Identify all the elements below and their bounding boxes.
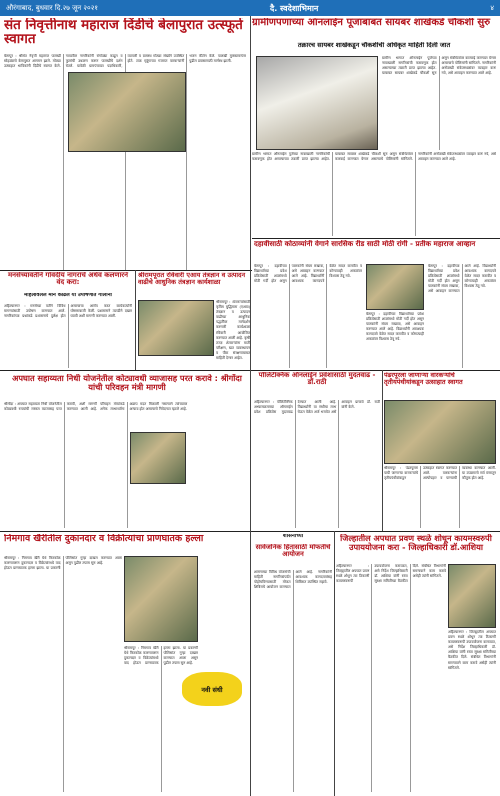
article-8-headline: पंढरपूरला जाणाऱ्या वारकऱ्यांचे तृतीयपंथीयांकडून उत्साहात स्वागत [384,372,463,386]
article-9-body-continued: श्रीरामपूर : निमगाव खैरी येथे किरकोळ कारणावरून दुकानदार व विक्रेत्यांमध्ये वाद होऊन प्राणघातक हल्ला झाला. या प्रकरणी पोलिसांत गुन्हा दाखल करण्यात आला असून पुढील तपास सुरु आहे. [124,646,198,666]
article-5-body-continued: बेलापुर : दहावीच्या विद्यार्थ्यांच्या प्रवेश प्रक्रियेसाठी शाळांमध्ये मोठी गर्दी होत असून पालकांनी संयम राखावा, असे आवाहन करण्यात आले आहे. विद्यार्थ्यांनी आवश्यक कागदपत्रे वेळेत सादर करावीत व कोणत्याही अफवांवर विश्वास ठेवू नये. [428,264,496,294]
article-10-body: शासनाच्या विविध योजनांची माहिती नागरिकांपर्यंत पोहोचविण्यासाठी मोफत शिबिराचे आयोजन करण्यात आले आहे. नागरिकांनी आवश्यक कागदपत्रांसह शिबिरात उपस्थित राहावे. [254,570,332,590]
article-3-headline: मनसेच्यावतीने गोवंदीय नागरांचे अर्धव कलणारने वंद करा: [7,272,129,287]
article-4-headline: श्रीरामपूरात रविवारी एआय तंत्रज्ञान व उत्पादन वाढीचे आधुनिक तंत्रज्ञान कार्यशाळा [138,272,246,286]
header-page-number: ४ [490,3,494,12]
divider [252,238,500,239]
article-2-body: ग्रामीण भागात ऑनलाईन पूजेच्या नावाखाली नागरिकांची फसवणूक होत असल्याच्या तक्रारी प्राप्त झाल्या आहेत. याबाबत सायबर शाखेकडे चौकशी सुरु असून संबंधितांवर कारवाई करण्यात येणार असल्याचे पोलिसांनी सांगितले. नागरिकांनी अनोळखी संकेतस्थळांवर व्यवहार करू नये, असे आवाहन करण्यात आले आहे. [382,56,496,76]
article-8-body: श्रीरामपूर : पंढरपूरला पायी जाणाऱ्या वारकऱ्यांचे तृतीयपंथीयांकडून उत्साहात स्वागत करण्यात आले. वारकऱ्यांना अल्पोपहार व पाण्याची व्यवस्था करण्यात आली. या उपक्रमाचे सर्व स्तरातून कौतुक होत आहे. [384,466,496,481]
callout-badge: नवी संधी [182,672,242,706]
article-9-photo [124,556,198,642]
column-divider [382,370,383,531]
column-divider [334,531,335,796]
article-11-photo [448,564,496,628]
article-3-body: अहिल्यानगर : मनसेच्या वतीने विविध मागण्यांसाठी उपोषण करण्यात आले. नागरिकांच्या प्रश्नांकडे प्रशासनाचे दुर्लक्ष होत असल्याचा आरोप करत कार्यकर्त्यांनी घोषणाबाजी केली. प्रशासनाने तातडीने दखल घ्यावी अशी मागणी करण्यात आली. [4,304,132,319]
article-1-headline: संत निवृत्तीनाथ महाराज दिंडीचे बेलापुरात उत्स्फूर्त स्वागत [4,18,243,48]
divider [0,270,252,271]
article-9-body: श्रीरामपूर : निमगाव खैरी येथे किरकोळ कारणावरून दुकानदार व विक्रेत्यांमध्ये वाद होऊन प्राणघातक हल्ला झाला. या प्रकरणी पोलिसांत गुन्हा दाखल करण्यात आला असून पुढील तपास सुरु आहे. [4,556,122,571]
article-3-subhead: महिलविलेल मोने काढले या उपोषणात गालीनी [24,293,112,298]
article-5-body-extra: बेलापुर : दहावीच्या विद्यार्थ्यांच्या प्रवेश प्रक्रियेसाठी शाळांमध्ये मोठी गर्दी होत असून पालकांनी संयम राखावा, असे आवाहन करण्यात आले आहे. विद्यार्थ्यांनी आवश्यक कागदपत्रे वेळेत सादर करावीत व कोणत्याही अफवांवर विश्वास ठेवू नये. [366,312,424,342]
article-2-headline: ग्रामीणपणाच्या ऑनलाईन पूजाबाबत सायबर शाखेकडे चौकशी सुरु [252,18,491,28]
header-paper-name: दै. स्वदेशाभिमान [269,3,319,13]
article-10-headline: सार्वजनिक हितासाठी मोफतीचे आयोजन [255,544,331,559]
article-6-body: श्रीगोंदा : अपघात सहाय्यता निधी योजनेतील कोट्यवधी रुपयांची रक्कम व्याजासह परत करावी, अशी मागणी परिवहन मंत्र्यांकडे करण्यात आली आहे. अनेक लाभार्थ्यांना अद्याप मदत मिळाली नसल्याने त्यांच्यावर अन्याय होत असल्याचे निवेदनात म्हटले आहे. [4,402,188,412]
article-11-headline: जिल्हातील अपघात प्रवण स्थळे शोधून कायमस्वरुपी उपाययोजना करा - जिल्हाधिकारी डॉ.आशिया [340,534,492,552]
article-1-body: बेलापुर : श्रीसंत नेवृत्ती महाराज पालखी सोहळ्याचे बेलापुरात आगमन झाले. मोठ्या उत्साहात भाविकांनी दिंडीचे स्वागत केले. गावातील नागरिकांनी रांगोळ्या काढून व फुलांची उधळण करून पालखीचे दर्शन घेतले. यावेळी ग्रामपंचायत पदाधिकारी, व्यापारी व ग्रामस्थ मोठ्या संख्येने उपस्थित होते. टाळ मृदुंगाच्या गजरात वारकऱ्यांनी भजन कीर्तन केले. पालखी मुक्कामानंतर पुढील प्रवासासाठी मार्गस्थ झाली. [4,54,246,69]
article-4-body: श्रीरामपूर : शेतकऱ्यांसाठी कृत्रिम बुद्धिमत्ता (एआय) तंत्रज्ञान व उत्पादन वाढीच्या आधुनिक पद्धतींवर मार्गदर्शन करणारी कार्यशाळा रविवारी आयोजित करण्यात आली आहे. कृषी तज्ज्ञ शेतकऱ्यांना माती परीक्षण, खत व्यवस्थापन व पीक संरक्षणाबाबत माहिती देणार आहेत. [216,300,250,361]
article-2-photo [256,56,378,150]
article-11-body-continued: अहिल्यानगर : जिल्ह्यातील अपघात प्रवण स्थळे शोधून त्या ठिकाणी कायमस्वरूपी उपाययोजना कराव्यात, असे निर्देश जिल्हाधिकारी डॉ. आशिया यांनी रस्ता सुरक्षा समितीच्या बैठकीत दिले. संबंधित विभागांनी समन्वयाने काम करावे असेही त्यांनी सांगितले. [448,630,496,670]
article-11-body: अहिल्यानगर : जिल्ह्यातील अपघात प्रवण स्थळे शोधून त्या ठिकाणी कायमस्वरूपी उपाययोजना कराव्यात, असे निर्देश जिल्हाधिकारी डॉ. आशिया यांनी रस्ता सुरक्षा समितीच्या बैठकीत दिले. संबंधित विभागांनी समन्वयाने काम करावे असेही त्यांनी सांगितले. [336,564,446,584]
header-date: औरंगाबाद, बुधवार दि.२७ जून २०२१ [6,3,98,12]
article-6-headline: अपघात सहाय्यता निधी योजनेतील कोट्यावधी व्याजासह परत करावे : श्रीगोंदा यांची परिवहन मंत्री मागणी [12,374,242,392]
column-divider [135,270,136,370]
article-2-subhead: तक्रारच सायबर शाखेकडून चौकशीची अधिकृत माहिती दिली जात [297,42,451,49]
article-4-photo [138,300,214,356]
article-8-photo [384,400,496,464]
article-7-body: अहिल्यानगर : पॉलिटेक्निक अभ्यासक्रमाच्या ऑनलाईन प्रवेश प्रक्रियेस मुदतवाढ देण्यात आली आहे. विद्यार्थ्यांनी या संधीचा लाभ घेऊन वेळेत अर्ज भरावेत असे आवाहन प्राचार्य डॉ. राठी यांनी केले. [254,400,380,415]
article-7-headline: पॉलिटेक्निक ऑनलाईन प्रवेशासाठी मुदतवाढ - डॉ.राठी [258,372,376,387]
article-10-kicker: शासनाच्या [282,534,304,539]
article-2-body-continued: ग्रामीण भागात ऑनलाईन पूजेच्या नावाखाली नागरिकांची फसवणूक होत असल्याच्या तक्रारी प्राप्त झाल्या आहेत. याबाबत सायबर शाखेकडे चौकशी सुरु असून संबंधितांवर कारवाई करण्यात येणार असल्याचे पोलिसांनी सांगितले. नागरिकांनी अनोळखी संकेतस्थळांवर व्यवहार करू नये, असे आवाहन करण्यात आले आहे. [252,152,496,162]
article-6-photo [130,432,186,484]
article-5-headline: दहावीसाठी कोठाव्यांनी वेगाने सारसिक रीड साठी मोठी रांगी - प्रतीक महाराज आव्हान [254,240,476,248]
article-1-photo [68,72,186,152]
column-divider [250,16,251,796]
page-header [0,0,500,16]
article-9-headline: निमगाव खैरीतील दुकानदार व विक्रीत्यांचा प्राणघातक हल्ला [4,534,204,544]
article-5-photo [366,264,424,310]
article-5-body: बेलापुर : दहावीच्या विद्यार्थ्यांच्या प्रवेश प्रक्रियेसाठी शाळांमध्ये मोठी गर्दी होत असून पालकांनी संयम राखावा, असे आवाहन करण्यात आले आहे. विद्यार्थ्यांनी आवश्यक कागदपत्रे वेळेत सादर करावीत व कोणत्याही अफवांवर विश्वास ठेवू नये. [254,264,362,284]
